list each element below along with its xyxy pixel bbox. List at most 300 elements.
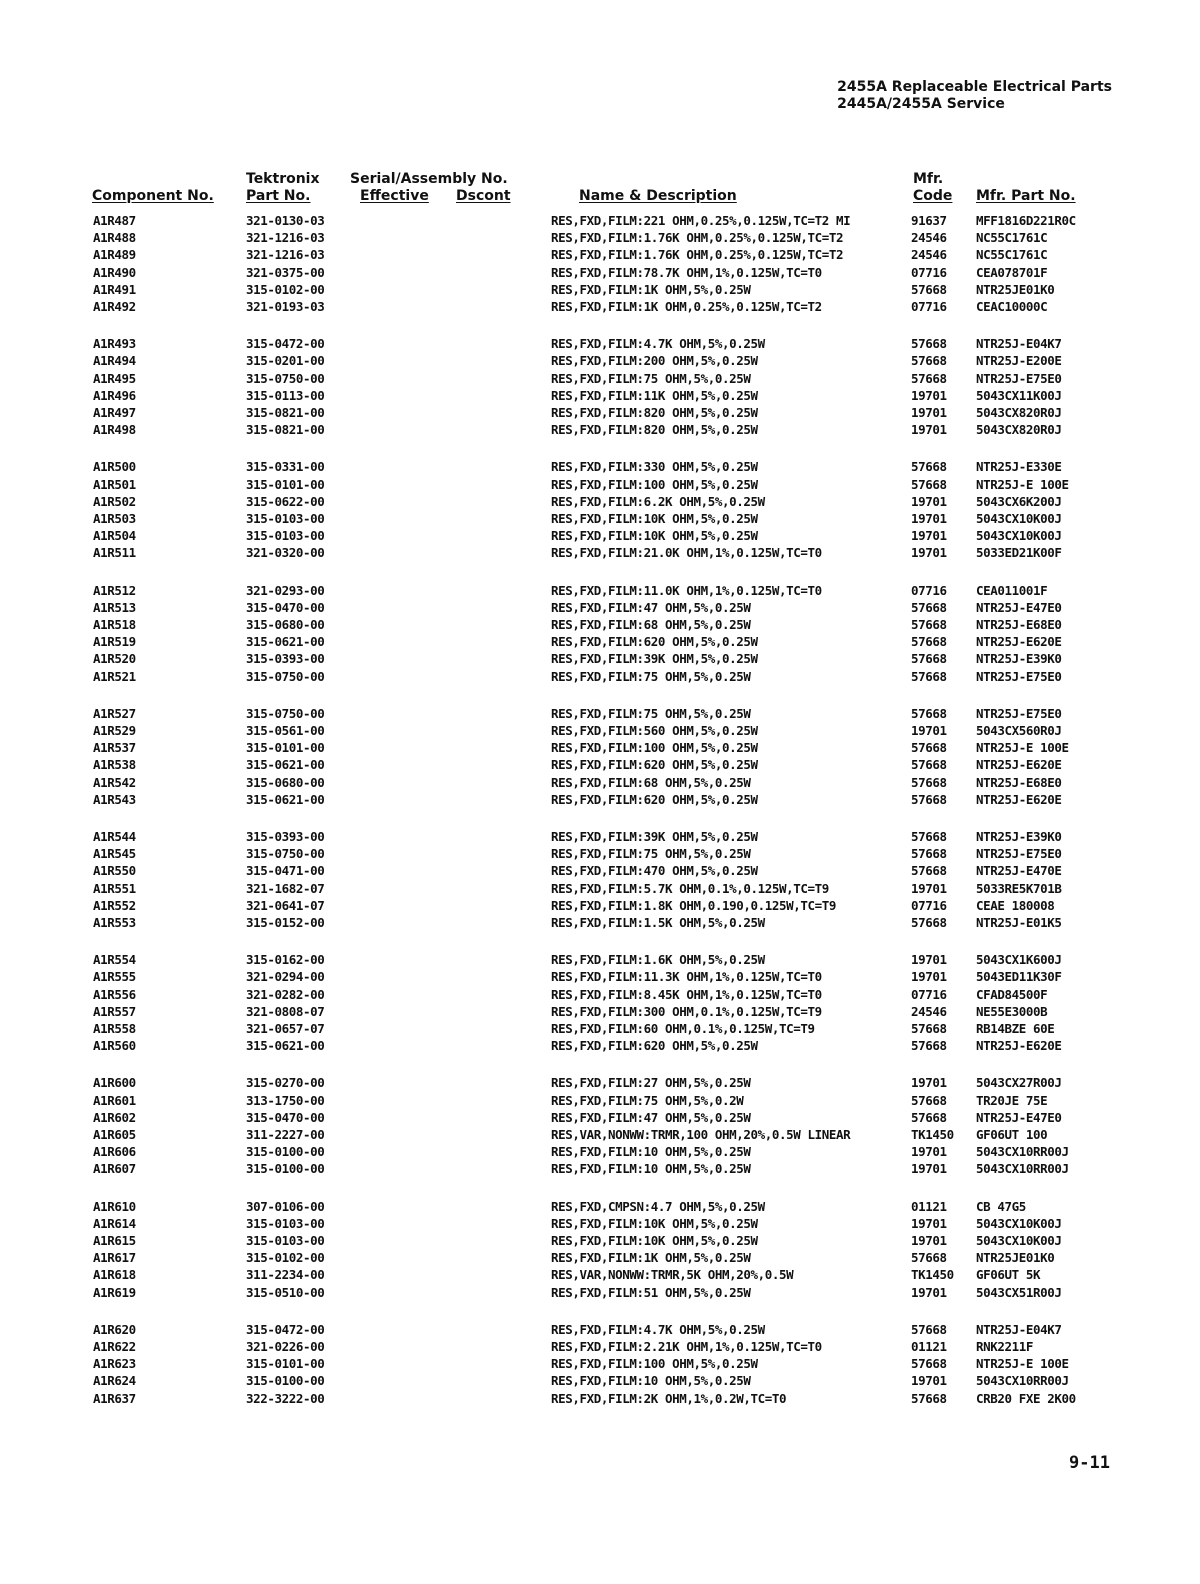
component-no-cell: A1R553 <box>93 915 136 930</box>
mfr-part-no-cell: NC55C1761C <box>976 247 1048 263</box>
description-cell: RES,FXD,FILM:1.76K OHM,0.25%,0.125W,TC=T2 <box>551 230 844 246</box>
mfr-code-cell: 57668 <box>911 740 947 756</box>
component-no-cell: A1R503 <box>93 511 136 526</box>
table-row <box>0 1284 1200 1301</box>
table-row <box>0 510 1200 527</box>
mfr-code-cell: 19701 <box>911 1161 947 1177</box>
mfr-part-no-cell: NC55C1761C <box>976 230 1048 246</box>
table-row <box>0 668 1200 685</box>
part-no-cell: 315-0750-00 <box>246 846 325 862</box>
table-row <box>0 1074 1200 1091</box>
description-cell: RES,FXD,FILM:68 OHM,5%,0.25W <box>551 774 751 790</box>
component-no-cell: A1R555 <box>93 969 136 985</box>
description-cell: RES,FXD,FILM:10K OHM,5%,0.25W <box>551 1233 758 1248</box>
mfr-part-no-cell: NTR25J-E620E <box>976 791 1062 807</box>
component-no-cell: A1R495 <box>93 370 136 386</box>
component-no-cell: A1R513 <box>93 599 136 615</box>
mfr-code-cell: 57668 <box>911 617 947 632</box>
component-no-cell: A1R493 <box>93 336 136 352</box>
component-no-cell: A1R619 <box>93 1284 136 1300</box>
part-no-cell: 315-0750-00 <box>246 705 325 721</box>
description-cell: RES,VAR,NONWW:TRMR,100 OHM,20%,0.5W LINEAR <box>551 1127 851 1142</box>
part-no-cell: 315-0103-00 <box>246 1233 325 1248</box>
part-no-cell: 307-0106-00 <box>246 1198 325 1214</box>
mfr-part-no-cell: 5033RE5K701B <box>976 880 1062 896</box>
table-row <box>0 986 1200 1003</box>
component-no-cell: A1R501 <box>93 476 136 492</box>
mfr-code-cell: 57668 <box>911 599 947 615</box>
description-cell: RES,FXD,FILM:27 OHM,5%,0.25W <box>551 1075 751 1091</box>
table-row <box>0 739 1200 756</box>
mfr-part-no-cell: CRB20 FXE 2K00 <box>976 1390 1076 1406</box>
table-row <box>0 544 1200 561</box>
part-no-cell: 315-0101-00 <box>246 1356 325 1372</box>
component-no-cell: A1R487 <box>93 213 136 228</box>
mfr-code-cell: 19701 <box>911 545 947 561</box>
table-row <box>0 616 1200 633</box>
mfr-part-no-cell: 5043CX10RR00J <box>976 1144 1069 1160</box>
description-cell: RES,VAR,NONWW:TRMR,5K OHM,20%,0.5W <box>551 1267 794 1283</box>
mfr-code-cell: 57668 <box>911 829 947 844</box>
part-no-cell: 315-0100-00 <box>246 1161 325 1177</box>
mfr-code-cell: 57668 <box>911 370 947 386</box>
part-no-cell: 311-2227-00 <box>246 1127 325 1142</box>
description-cell: RES,FXD,FILM:820 OHM,5%,0.25W <box>551 422 758 438</box>
part-no-cell: 321-0193-03 <box>246 299 325 314</box>
part-no-cell: 315-0622-00 <box>246 493 325 509</box>
component-no-cell: A1R624 <box>93 1373 136 1389</box>
table-row <box>0 1198 1200 1215</box>
table-row <box>0 633 1200 650</box>
mfr-code-cell: 07716 <box>911 986 947 1002</box>
description-cell: RES,FXD,FILM:10K OHM,5%,0.25W <box>551 511 758 526</box>
mfr-code-cell: 19701 <box>911 1075 947 1091</box>
table-row <box>0 1215 1200 1232</box>
component-no-cell: A1R545 <box>93 846 136 862</box>
component-no-cell: A1R620 <box>93 1321 136 1337</box>
description-cell: RES,FXD,FILM:51 OHM,5%,0.25W <box>551 1284 751 1300</box>
mfr-part-no-cell: NTR25J-E04K7 <box>976 1321 1062 1337</box>
description-cell: RES,FXD,FILM:75 OHM,5%,0.25W <box>551 668 751 684</box>
description-cell: RES,FXD,FILM:330 OHM,5%,0.25W <box>551 459 758 475</box>
mfr-part-no-cell: CB 47G5 <box>976 1198 1026 1214</box>
table-row <box>0 968 1200 985</box>
component-no-cell: A1R496 <box>93 387 136 403</box>
part-no-cell: 321-0657-07 <box>246 1021 325 1036</box>
table-row <box>0 1321 1200 1338</box>
part-no-cell: 321-1682-07 <box>246 880 325 896</box>
component-no-cell: A1R606 <box>93 1144 136 1160</box>
component-no-cell: A1R556 <box>93 986 136 1002</box>
mfr-part-no-cell: NTR25J-E200E <box>976 353 1062 369</box>
description-cell: RES,FXD,FILM:75 OHM,5%,0.2W <box>551 1092 744 1108</box>
description-cell: RES,FXD,CMPSN:4.7 OHM,5%,0.25W <box>551 1198 765 1214</box>
component-no-cell: A1R600 <box>93 1075 136 1091</box>
mfr-code-cell: 57668 <box>911 1250 947 1266</box>
part-no-cell: 315-0472-00 <box>246 1321 325 1337</box>
part-no-cell: 321-0130-03 <box>246 213 325 228</box>
mfr-code-cell: TK1450 <box>911 1127 954 1142</box>
component-no-cell: A1R558 <box>93 1021 136 1036</box>
description-cell: RES,FXD,FILM:11.0K OHM,1%,0.125W,TC=T0 <box>551 582 822 598</box>
header-mfr-part-no: Mfr. Part No. <box>976 188 1076 204</box>
mfr-code-cell: 57668 <box>911 1390 947 1406</box>
component-no-cell: A1R489 <box>93 247 136 263</box>
mfr-code-cell: 19701 <box>911 1215 947 1231</box>
mfr-code-cell: 57668 <box>911 846 947 862</box>
table-row <box>0 650 1200 667</box>
mfr-code-cell: 57668 <box>911 476 947 492</box>
component-no-cell: A1R618 <box>93 1267 136 1283</box>
part-no-cell: 315-0101-00 <box>246 476 325 492</box>
mfr-part-no-cell: 5043CX10K00J <box>976 1215 1062 1231</box>
table-row <box>0 1266 1200 1283</box>
component-no-cell: A1R490 <box>93 264 136 280</box>
part-no-cell: 321-1216-03 <box>246 230 325 246</box>
mfr-code-cell: 01121 <box>911 1198 947 1214</box>
description-cell: RES,FXD,FILM:10 OHM,5%,0.25W <box>551 1144 751 1160</box>
description-cell: RES,FXD,FILM:620 OHM,5%,0.25W <box>551 791 758 807</box>
mfr-part-no-cell: 5043CX11K00J <box>976 387 1062 403</box>
component-no-cell: A1R497 <box>93 405 136 420</box>
part-no-cell: 315-0393-00 <box>246 651 325 667</box>
description-cell: RES,FXD,FILM:1.8K OHM,0.190,0.125W,TC=T9 <box>551 897 837 913</box>
component-no-cell: A1R601 <box>93 1092 136 1108</box>
part-no-cell: 315-0102-00 <box>246 1250 325 1266</box>
part-no-cell: 315-0101-00 <box>246 740 325 756</box>
description-cell: RES,FXD,FILM:2K OHM,1%,0.2W,TC=T0 <box>551 1390 787 1406</box>
mfr-code-cell: 19701 <box>911 387 947 403</box>
mfr-part-no-cell: 5043ED11K30F <box>976 969 1062 985</box>
mfr-part-no-cell: CEAC10000C <box>976 299 1048 314</box>
description-cell: RES,FXD,FILM:10 OHM,5%,0.25W <box>551 1161 751 1177</box>
mfr-code-cell: 19701 <box>911 1233 947 1248</box>
header-code: Code <box>913 188 953 204</box>
component-no-cell: A1R551 <box>93 880 136 896</box>
mfr-code-cell: 19701 <box>911 1284 947 1300</box>
mfr-part-no-cell: 5043CX51R00J <box>976 1284 1062 1300</box>
component-no-cell: A1R614 <box>93 1215 136 1231</box>
description-cell: RES,FXD,FILM:78.7K OHM,1%,0.125W,TC=T0 <box>551 264 822 280</box>
part-no-cell: 315-0162-00 <box>246 952 325 968</box>
description-cell: RES,FXD,FILM:1K OHM,5%,0.25W <box>551 1250 751 1266</box>
table-row <box>0 387 1200 404</box>
mfr-code-cell: 57668 <box>911 1038 947 1054</box>
part-no-cell: 315-0113-00 <box>246 387 325 403</box>
mfr-code-cell: 57668 <box>911 281 947 297</box>
part-no-cell: 321-0808-07 <box>246 1003 325 1019</box>
component-no-cell: A1R607 <box>93 1161 136 1177</box>
description-cell: RES,FXD,FILM:300 OHM,0.1%,0.125W,TC=T9 <box>551 1003 822 1019</box>
part-no-cell: 321-0641-07 <box>246 897 325 913</box>
mfr-code-cell: 24546 <box>911 247 947 263</box>
mfr-part-no-cell: CEAE 180008 <box>976 897 1055 913</box>
part-no-cell: 321-0226-00 <box>246 1339 325 1354</box>
mfr-part-no-cell: NTR25J-E68E0 <box>976 617 1062 632</box>
part-no-cell: 315-0393-00 <box>246 829 325 844</box>
mfr-code-cell: 57668 <box>911 1356 947 1372</box>
description-cell: RES,FXD,FILM:10 OHM,5%,0.25W <box>551 1373 751 1389</box>
mfr-part-no-cell: NTR25JE01K0 <box>976 281 1055 297</box>
component-no-cell: A1R602 <box>93 1109 136 1125</box>
part-no-cell: 315-0621-00 <box>246 1038 325 1054</box>
part-no-cell: 321-0294-00 <box>246 969 325 985</box>
mfr-code-cell: 19701 <box>911 723 947 738</box>
mfr-part-no-cell: NTR25J-E39K0 <box>976 829 1062 844</box>
table-row <box>0 897 1200 914</box>
description-cell: RES,FXD,FILM:620 OHM,5%,0.25W <box>551 1038 758 1054</box>
mfr-code-cell: 57668 <box>911 651 947 667</box>
mfr-part-no-cell: NTR25J-E620E <box>976 634 1062 650</box>
component-no-cell: A1R637 <box>93 1390 136 1406</box>
description-cell: RES,FXD,FILM:221 OHM,0.25%,0.125W,TC=T2 MI <box>551 213 851 228</box>
part-no-cell: 315-0100-00 <box>246 1373 325 1389</box>
description-cell: RES,FXD,FILM:39K OHM,5%,0.25W <box>551 651 758 667</box>
table-row <box>0 1126 1200 1143</box>
component-no-cell: A1R622 <box>93 1339 136 1354</box>
component-no-cell: A1R552 <box>93 897 136 913</box>
component-no-cell: A1R521 <box>93 668 136 684</box>
header-component-no: Component No. <box>92 188 214 204</box>
table-row <box>0 212 1200 229</box>
description-cell: RES,FXD,FILM:8.45K OHM,1%,0.125W,TC=T0 <box>551 986 822 1002</box>
description-cell: RES,FXD,FILM:620 OHM,5%,0.25W <box>551 757 758 773</box>
mfr-code-cell: 57668 <box>911 459 947 475</box>
mfr-code-cell: 19701 <box>911 493 947 509</box>
component-no-cell: A1R527 <box>93 705 136 721</box>
table-row <box>0 845 1200 862</box>
component-no-cell: A1R520 <box>93 651 136 667</box>
table-row <box>0 951 1200 968</box>
table-row <box>0 370 1200 387</box>
mfr-part-no-cell: TR20JE 75E <box>976 1092 1048 1108</box>
part-no-cell: 315-0471-00 <box>246 863 325 879</box>
part-no-cell: 311-2234-00 <box>246 1267 325 1283</box>
component-no-cell: A1R518 <box>93 617 136 632</box>
header-name-description: Name & Description <box>579 188 737 204</box>
mfr-code-cell: 57668 <box>911 1092 947 1108</box>
mfr-part-no-cell: MFF1816D221R0C <box>976 213 1076 228</box>
part-no-cell: 315-0621-00 <box>246 791 325 807</box>
description-cell: RES,FXD,FILM:100 OHM,5%,0.25W <box>551 476 758 492</box>
part-no-cell: 315-0510-00 <box>246 1284 325 1300</box>
mfr-part-no-cell: RNK2211F <box>976 1339 1034 1354</box>
table-row <box>0 352 1200 369</box>
table-row <box>0 458 1200 475</box>
description-cell: RES,FXD,FILM:1K OHM,0.25%,0.125W,TC=T2 <box>551 299 822 314</box>
table-row <box>0 1143 1200 1160</box>
description-cell: RES,FXD,FILM:47 OHM,5%,0.25W <box>551 1109 751 1125</box>
mfr-code-cell: 57668 <box>911 336 947 352</box>
mfr-part-no-cell: GF06UT 100 <box>976 1127 1048 1142</box>
description-cell: RES,FXD,FILM:1.76K OHM,0.25%,0.125W,TC=T2 <box>551 247 844 263</box>
description-cell: RES,FXD,FILM:75 OHM,5%,0.25W <box>551 846 751 862</box>
part-no-cell: 315-0680-00 <box>246 774 325 790</box>
component-no-cell: A1R491 <box>93 281 136 297</box>
mfr-part-no-cell: NTR25J-E 100E <box>976 740 1069 756</box>
mfr-part-no-cell: NTR25JE01K0 <box>976 1250 1055 1266</box>
mfr-part-no-cell: 5043CX1K600J <box>976 952 1062 968</box>
mfr-code-cell: 19701 <box>911 880 947 896</box>
component-no-cell: A1R519 <box>93 634 136 650</box>
part-no-cell: 315-0103-00 <box>246 1215 325 1231</box>
description-cell: RES,FXD,FILM:39K OHM,5%,0.25W <box>551 829 758 844</box>
description-cell: RES,FXD,FILM:4.7K OHM,5%,0.25W <box>551 336 765 352</box>
mfr-code-cell: 57668 <box>911 915 947 930</box>
table-row <box>0 914 1200 931</box>
mfr-part-no-cell: NE55E3000B <box>976 1003 1048 1019</box>
mfr-part-no-cell: NTR25J-E75E0 <box>976 705 1062 721</box>
table-row <box>0 1249 1200 1266</box>
table-row <box>0 264 1200 281</box>
mfr-code-cell: 19701 <box>911 969 947 985</box>
mfr-code-cell: 07716 <box>911 299 947 314</box>
table-row <box>0 493 1200 510</box>
part-no-cell: 315-0680-00 <box>246 617 325 632</box>
mfr-code-cell: 57668 <box>911 757 947 773</box>
part-no-cell: 315-0470-00 <box>246 1109 325 1125</box>
mfr-part-no-cell: NTR25J-E 100E <box>976 476 1069 492</box>
mfr-code-cell: 24546 <box>911 230 947 246</box>
mfr-code-cell: 57668 <box>911 1321 947 1337</box>
description-cell: RES,FXD,FILM:60 OHM,0.1%,0.125W,TC=T9 <box>551 1021 815 1036</box>
mfr-part-no-cell: 5043CX560R0J <box>976 723 1062 738</box>
mfr-part-no-cell: 5043CX10K00J <box>976 511 1062 526</box>
running-head <box>837 79 1112 113</box>
mfr-part-no-cell: NTR25J-E47E0 <box>976 599 1062 615</box>
part-no-cell: 315-0750-00 <box>246 370 325 386</box>
part-no-cell: 315-0621-00 <box>246 634 325 650</box>
mfr-code-cell: 07716 <box>911 897 947 913</box>
component-no-cell: A1R498 <box>93 422 136 438</box>
component-no-cell: A1R512 <box>93 582 136 598</box>
mfr-part-no-cell: CFAD84500F <box>976 986 1048 1002</box>
description-cell: RES,FXD,FILM:10K OHM,5%,0.25W <box>551 528 758 544</box>
mfr-code-cell: TK1450 <box>911 1267 954 1283</box>
running-head-subtitle: 2445A/2455A Service <box>837 96 1005 112</box>
description-cell: RES,FXD,FILM:2.21K OHM,1%,0.125W,TC=T0 <box>551 1339 822 1354</box>
table-row <box>0 1003 1200 1020</box>
part-no-cell: 321-0293-00 <box>246 582 325 598</box>
mfr-part-no-cell: 5043CX10K00J <box>976 1233 1062 1248</box>
component-no-cell: A1R504 <box>93 528 136 544</box>
component-no-cell: A1R537 <box>93 740 136 756</box>
mfr-part-no-cell: NTR25J-E75E0 <box>976 668 1062 684</box>
description-cell: RES,FXD,FILM:68 OHM,5%,0.25W <box>551 617 751 632</box>
table-row <box>0 582 1200 599</box>
table-row <box>0 476 1200 493</box>
mfr-part-no-cell: NTR25J-E 100E <box>976 1356 1069 1372</box>
component-no-cell: A1R554 <box>93 952 136 968</box>
component-no-cell: A1R623 <box>93 1356 136 1372</box>
mfr-code-cell: 57668 <box>911 791 947 807</box>
mfr-code-cell: 57668 <box>911 705 947 721</box>
description-cell: RES,FXD,FILM:21.0K OHM,1%,0.125W,TC=T0 <box>551 545 822 561</box>
mfr-part-no-cell: 5043CX820R0J <box>976 422 1062 438</box>
page-number: 9-11 <box>1069 1453 1110 1473</box>
table-row <box>0 880 1200 897</box>
part-no-cell: 315-0561-00 <box>246 723 325 738</box>
table-row <box>0 705 1200 722</box>
description-cell: RES,FXD,FILM:560 OHM,5%,0.25W <box>551 723 758 738</box>
header-mfr: Mfr. <box>913 171 944 187</box>
mfr-part-no-cell: NTR25J-E01K5 <box>976 915 1062 930</box>
part-no-cell: 315-0201-00 <box>246 353 325 369</box>
mfr-code-cell: 19701 <box>911 528 947 544</box>
mfr-part-no-cell: NTR25J-E04K7 <box>976 336 1062 352</box>
mfr-part-no-cell: NTR25J-E330E <box>976 459 1062 475</box>
description-cell: RES,FXD,FILM:100 OHM,5%,0.25W <box>551 1356 758 1372</box>
mfr-code-cell: 57668 <box>911 668 947 684</box>
mfr-part-no-cell: NTR25J-E75E0 <box>976 370 1062 386</box>
component-no-cell: A1R488 <box>93 230 136 246</box>
table-row <box>0 527 1200 544</box>
header-part-no: Part No. <box>246 188 311 204</box>
mfr-code-cell: 07716 <box>911 582 947 598</box>
description-cell: RES,FXD,FILM:470 OHM,5%,0.25W <box>551 863 758 879</box>
mfr-code-cell: 57668 <box>911 774 947 790</box>
component-no-cell: A1R615 <box>93 1233 136 1248</box>
component-no-cell: A1R500 <box>93 459 136 475</box>
header-dscont: Dscont <box>456 188 511 204</box>
part-no-cell: 315-0750-00 <box>246 668 325 684</box>
mfr-code-cell: 57668 <box>911 1109 947 1125</box>
mfr-part-no-cell: NTR25J-E620E <box>976 757 1062 773</box>
mfr-part-no-cell: NTR25J-E75E0 <box>976 846 1062 862</box>
table-row <box>0 722 1200 739</box>
mfr-part-no-cell: GF06UT 5K <box>976 1267 1041 1283</box>
table-row <box>0 404 1200 421</box>
header-serial-assembly: Serial/Assembly No. <box>350 171 508 187</box>
header-tektronix: Tektronix <box>246 171 320 187</box>
component-no-cell: A1R492 <box>93 299 136 314</box>
table-row <box>0 246 1200 263</box>
part-no-cell: 315-0102-00 <box>246 281 325 297</box>
part-no-cell: 321-1216-03 <box>246 247 325 263</box>
table-row <box>0 1372 1200 1389</box>
table-row <box>0 774 1200 791</box>
table-row <box>0 828 1200 845</box>
mfr-code-cell: 19701 <box>911 511 947 526</box>
component-no-cell: A1R557 <box>93 1003 136 1019</box>
mfr-part-no-cell: RB14BZE 60E <box>976 1021 1055 1036</box>
description-cell: RES,FXD,FILM:75 OHM,5%,0.25W <box>551 705 751 721</box>
component-no-cell: A1R511 <box>93 545 136 561</box>
table-row <box>0 1390 1200 1407</box>
component-no-cell: A1R502 <box>93 493 136 509</box>
mfr-part-no-cell: 5043CX6K200J <box>976 493 1062 509</box>
mfr-code-cell: 19701 <box>911 952 947 968</box>
running-head-title: 2455A Replaceable Electrical Parts <box>837 79 1112 95</box>
mfr-code-cell: 19701 <box>911 405 947 420</box>
mfr-part-no-cell: 5043CX10RR00J <box>976 1161 1069 1177</box>
part-no-cell: 315-0103-00 <box>246 528 325 544</box>
part-no-cell: 315-0270-00 <box>246 1075 325 1091</box>
mfr-part-no-cell: NTR25J-E47E0 <box>976 1109 1062 1125</box>
part-no-cell: 315-0821-00 <box>246 405 325 420</box>
description-cell: RES,FXD,FILM:100 OHM,5%,0.25W <box>551 740 758 756</box>
table-row <box>0 1232 1200 1249</box>
mfr-code-cell: 91637 <box>911 213 947 228</box>
mfr-part-no-cell: NTR25J-E620E <box>976 1038 1062 1054</box>
mfr-code-cell: 57668 <box>911 1021 947 1036</box>
table-row <box>0 1338 1200 1355</box>
mfr-code-cell: 19701 <box>911 422 947 438</box>
table-row <box>0 1109 1200 1126</box>
mfr-part-no-cell: CEA078701F <box>976 264 1048 280</box>
part-no-cell: 315-0621-00 <box>246 757 325 773</box>
component-no-cell: A1R610 <box>93 1198 136 1214</box>
